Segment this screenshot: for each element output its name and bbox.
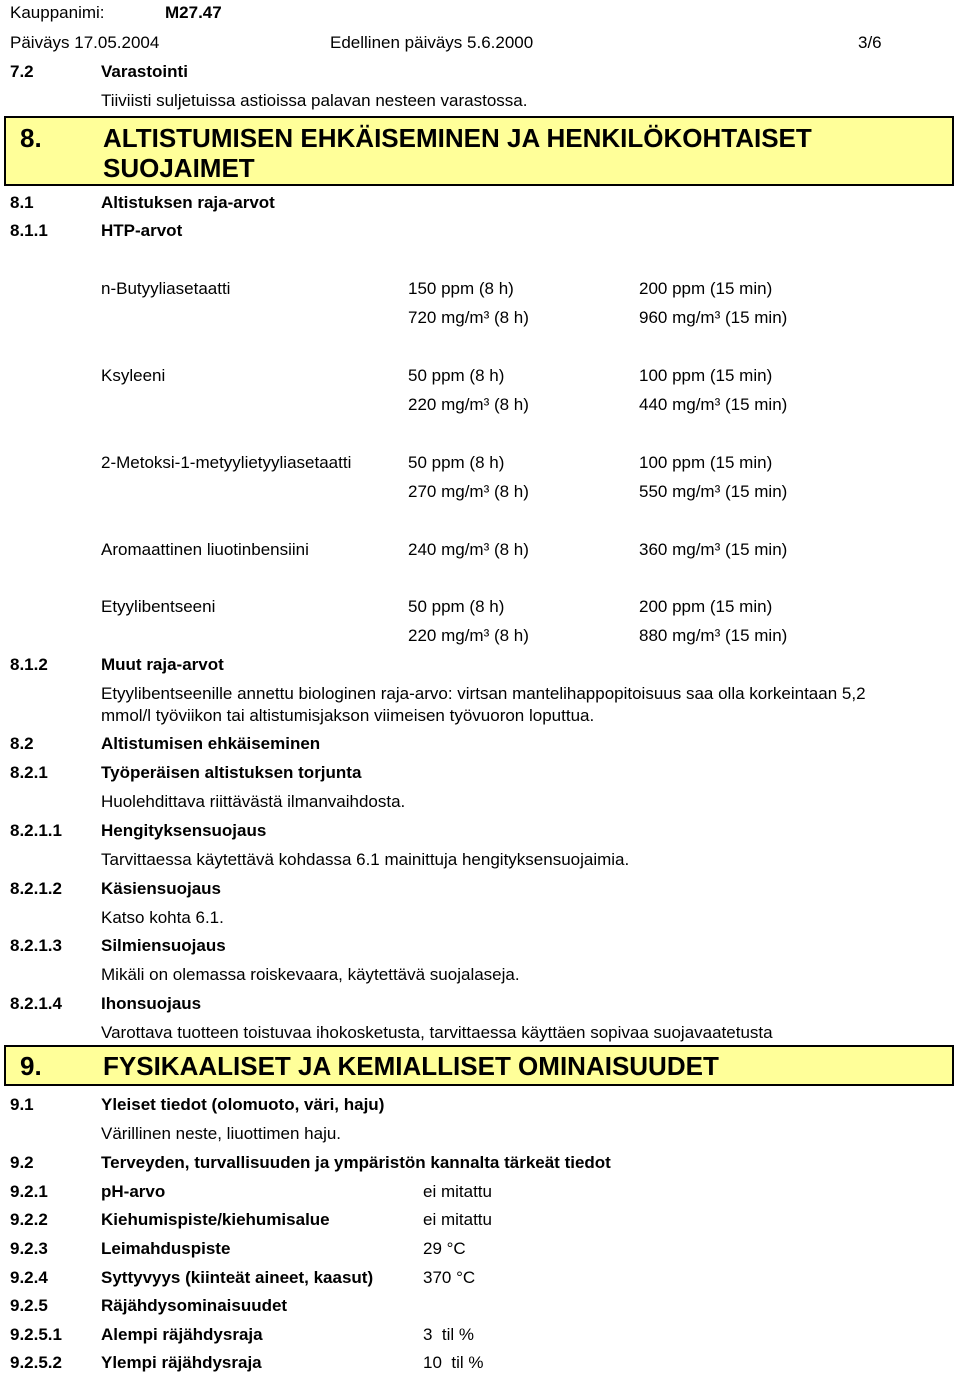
page-number: 3/6 [858, 33, 882, 52]
section-title: Yleiset tiedot (olomuoto, väri, haju) [101, 1095, 385, 1114]
substance-name: Etyylibentseeni [101, 597, 216, 616]
property-label: Kiehumispiste/kiehumisalue [101, 1210, 330, 1229]
section-9-banner [4, 1045, 954, 1086]
property-number: 9.2.3 [10, 1239, 48, 1258]
limit-value: 200 ppm (15 min) [639, 597, 773, 616]
property-number: 9.2.5.1 [10, 1325, 62, 1344]
section-title: Käsiensuojaus [101, 879, 221, 898]
property-value: ei mitattu [423, 1210, 492, 1229]
limit-value: 720 mg/m³ (8 h) [408, 308, 529, 327]
limit-value: 220 mg/m³ (8 h) [408, 395, 529, 414]
section-number: 8.1.1 [10, 221, 48, 240]
limit-value: 270 mg/m³ (8 h) [408, 482, 529, 501]
substance-name: Aromaattinen liuotinbensiini [101, 540, 309, 559]
section-text: Tarvittaessa käytettävä kohdassa 6.1 mainittuja hengityksensuojaimia. [101, 850, 630, 869]
limit-value: 50 ppm (8 h) [408, 597, 505, 616]
section-title: Hengityksensuojaus [101, 821, 267, 840]
property-number: 9.2.1 [10, 1182, 48, 1201]
property-label: pH-arvo [101, 1182, 166, 1201]
property-number: 9.2.5.2 [10, 1353, 62, 1372]
section-number: 8.2.1 [10, 763, 48, 782]
limit-value: 150 ppm (8 h) [408, 279, 514, 298]
section-title-line2: SUOJAIMET [103, 153, 255, 183]
section-text: Varottava tuotteen toistuvaa ihokosketusta, tarvittaessa käyttäen sopivaa suojavaatetusta [101, 1023, 773, 1042]
section-number: 9.2 [10, 1153, 34, 1172]
trade-name-label: Kauppanimi: [10, 3, 105, 22]
section-number: 7.2 [10, 62, 34, 81]
property-label: Räjähdysominaisuudet [101, 1296, 288, 1315]
limit-value: 100 ppm (15 min) [639, 366, 773, 385]
limit-value: 880 mg/m³ (15 min) [639, 626, 788, 645]
property-number: 9.2.5 [10, 1296, 48, 1315]
limit-value: 50 ppm (8 h) [408, 366, 505, 385]
property-value: 29 °C [423, 1239, 466, 1258]
section-text: mmol/l työviikon tai altistumisjakson viimeisen työvuoron loputtua. [101, 706, 595, 725]
section-number: 8. [20, 123, 42, 153]
section-title: FYSIKAALISET JA KEMIALLISET OMINAISUUDET [103, 1051, 719, 1081]
section-title: Varastointi [101, 62, 188, 81]
section-text: Huolehdittava riittävästä ilmanvaihdosta. [101, 792, 406, 811]
section-text: Katso kohta 6.1. [101, 908, 224, 927]
section-title: Työperäisen altistuksen torjunta [101, 763, 362, 782]
property-label: Leimahduspiste [101, 1239, 231, 1258]
property-label: Syttyvyys (kiinteät aineet, kaasut) [101, 1268, 374, 1287]
section-number: 8.2.1.1 [10, 821, 62, 840]
property-value: 3 til % [423, 1325, 475, 1344]
limit-value: 960 mg/m³ (15 min) [639, 308, 788, 327]
trade-name-value: M27.47 [165, 3, 222, 22]
section-text: Mikäli on olemassa roiskevaara, käytettävä suojalaseja. [101, 965, 520, 984]
section-text: Värillinen neste, liuottimen haju. [101, 1124, 342, 1143]
limit-value: 240 mg/m³ (8 h) [408, 540, 529, 559]
substance-name: 2-Metoksi-1-metyylietyyliasetaatti [101, 453, 352, 472]
property-value: ei mitattu [423, 1182, 492, 1201]
limit-value: 550 mg/m³ (15 min) [639, 482, 788, 501]
property-label: Alempi räjähdysraja [101, 1325, 263, 1344]
substance-name: n-Butyyliasetaatti [101, 279, 231, 298]
previous-date: Edellinen päiväys 5.6.2000 [330, 33, 534, 52]
section-8-banner [4, 116, 954, 186]
section-title-line1: ALTISTUMISEN EHKÄISEMINEN JA HENKILÖKOHTAISET [103, 123, 812, 153]
property-label: Ylempi räjähdysraja [101, 1353, 262, 1372]
section-number: 8.2.1.3 [10, 936, 62, 955]
section-title: HTP-arvot [101, 221, 183, 240]
section-text: Etyylibentseenille annettu biologinen raja-arvo: virtsan mantelihappopitoisuus saa olla korkeintaan 5,2 [101, 684, 866, 703]
section-number: 8.2.1.2 [10, 879, 62, 898]
section-number: 8.1 [10, 193, 34, 212]
property-value: 370 °C [423, 1268, 476, 1287]
section-number: 9.1 [10, 1095, 34, 1114]
section-title: Altistuksen raja-arvot [101, 193, 275, 212]
limit-value: 50 ppm (8 h) [408, 453, 505, 472]
limit-value: 360 mg/m³ (15 min) [639, 540, 788, 559]
section-number: 8.2.1.4 [10, 994, 62, 1013]
section-text: Tiiviisti suljetuissa astioissa palavan nesteen varastossa. [101, 91, 528, 110]
section-title: Altistumisen ehkäiseminen [101, 734, 321, 753]
limit-value: 100 ppm (15 min) [639, 453, 773, 472]
property-number: 9.2.4 [10, 1268, 48, 1287]
section-number: 8.2 [10, 734, 34, 753]
section-title: Terveyden, turvallisuuden ja ympäristön kannalta tärkeät tiedot [101, 1153, 611, 1172]
property-value: 10 til % [423, 1353, 484, 1372]
section-number: 9. [20, 1051, 42, 1081]
property-number: 9.2.2 [10, 1210, 48, 1229]
section-number: 8.1.2 [10, 655, 48, 674]
section-title: Ihonsuojaus [101, 994, 202, 1013]
section-title: Muut raja-arvot [101, 655, 224, 674]
substance-name: Ksyleeni [101, 366, 166, 385]
limit-value: 440 mg/m³ (15 min) [639, 395, 788, 414]
limit-value: 200 ppm (15 min) [639, 279, 773, 298]
date: Päiväys 17.05.2004 [10, 33, 160, 52]
section-title: Silmiensuojaus [101, 936, 226, 955]
limit-value: 220 mg/m³ (8 h) [408, 626, 529, 645]
